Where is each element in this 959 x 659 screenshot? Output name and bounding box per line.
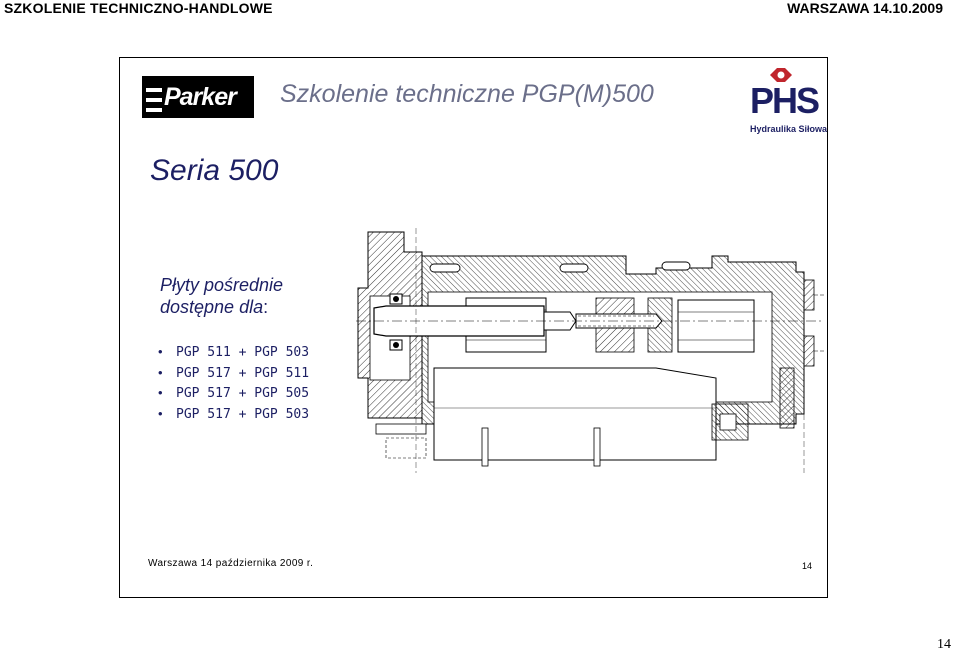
parker-logo-bar bbox=[146, 108, 162, 112]
parker-logo-text: Parker bbox=[164, 83, 236, 111]
subtitle bbox=[160, 274, 283, 318]
subtitle-line1: Płyty pośrednie bbox=[160, 275, 284, 295]
series-heading: Seria 500 bbox=[150, 154, 279, 187]
combination-list bbox=[158, 342, 309, 424]
slide bbox=[119, 57, 828, 598]
phs-logo-subtitle: Hydraulika Siłowa bbox=[750, 124, 828, 134]
subtitle-line2: dostępne dla bbox=[160, 297, 264, 317]
subtitle-colon: : bbox=[263, 297, 269, 317]
phs-logo-text: PHS bbox=[750, 80, 819, 121]
parker-logo-bar bbox=[146, 98, 162, 102]
document-header-right: WARSZAWA 14.10.2009 bbox=[787, 0, 943, 16]
list-item: • PGP 517 + PGP 511 bbox=[158, 363, 309, 384]
slide-footer-number: 14 bbox=[802, 561, 813, 571]
parker-logo bbox=[142, 76, 254, 118]
phs-logo bbox=[746, 68, 828, 138]
pump-cross-section-drawing bbox=[356, 228, 824, 473]
parker-logo-bar bbox=[146, 88, 162, 92]
page-number: 14 bbox=[937, 637, 951, 652]
list-item: • PGP 511 + PGP 503 bbox=[158, 342, 309, 363]
slide-title: Szkolenie techniczne PGP(M)500 bbox=[280, 80, 654, 108]
slide-footer-date: Warszawa 14 października 2009 r. bbox=[148, 558, 314, 569]
document-header-left: SZKOLENIE TECHNICZNO-HANDLOWE bbox=[4, 0, 273, 16]
list-item: • PGP 517 + PGP 503 bbox=[158, 404, 309, 425]
list-item: • PGP 517 + PGP 505 bbox=[158, 383, 309, 404]
